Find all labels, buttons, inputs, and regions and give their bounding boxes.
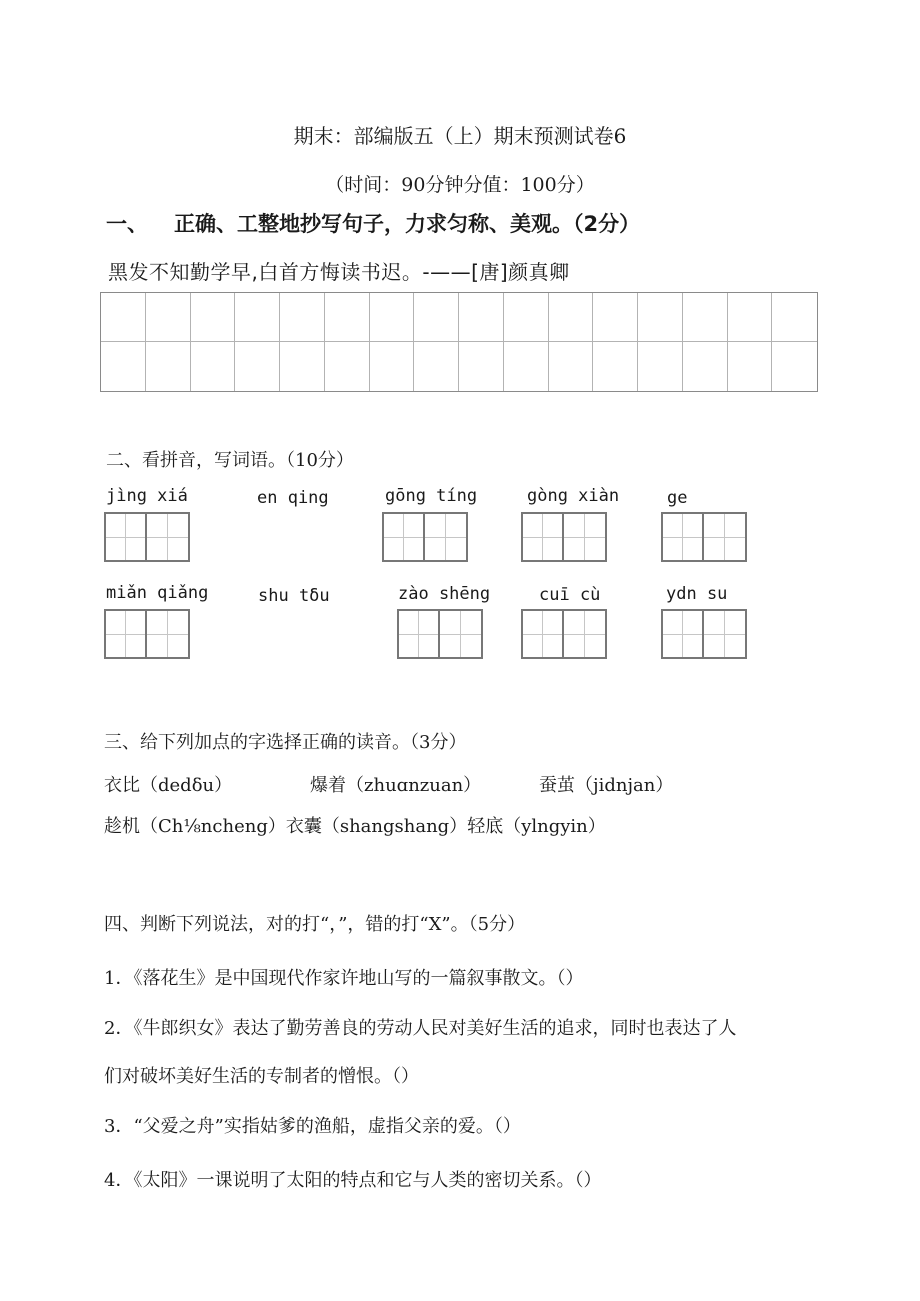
char-cell[interactable] bbox=[663, 611, 704, 657]
char-cell[interactable] bbox=[147, 514, 188, 560]
word-box[interactable] bbox=[661, 609, 747, 659]
copy-grid-cell[interactable] bbox=[325, 293, 370, 342]
copy-grid-cell[interactable] bbox=[504, 342, 549, 391]
section-1-number: 一、 bbox=[106, 212, 148, 236]
copy-grid-cell[interactable] bbox=[191, 293, 236, 342]
copy-grid-cell[interactable] bbox=[414, 293, 459, 342]
copy-grid-cell[interactable] bbox=[235, 293, 280, 342]
pinyin-label: ydn su bbox=[666, 584, 728, 604]
pinyin-label: jìng xiá bbox=[106, 486, 188, 506]
pinyin-label: miǎn qiǎng bbox=[106, 583, 209, 603]
char-cell[interactable] bbox=[106, 611, 147, 657]
copy-grid-cell[interactable] bbox=[280, 293, 325, 342]
judgement-item-continued: 们对破坏美好生活的专制者的憎恨。（） bbox=[104, 1066, 419, 1087]
section-3-heading: 三、给下列加点的字选择正确的读音。（3分） bbox=[104, 732, 467, 753]
copy-grid-cell[interactable] bbox=[772, 342, 817, 391]
reading-item: 趁机（Ch⅛ncheng）衣囊（shangshang）轻底（ylngyin） bbox=[104, 816, 606, 837]
char-cell[interactable] bbox=[523, 514, 564, 560]
reading-item: 爆着（zhuɑnzuan） bbox=[310, 775, 482, 796]
copy-grid-cell[interactable] bbox=[235, 342, 280, 391]
judgement-item: 3．“父爱之舟”实指姑爹的渔船，虚指父亲的爱。（） bbox=[104, 1116, 521, 1137]
copy-grid-cell[interactable] bbox=[504, 293, 549, 342]
copy-grid-cell[interactable] bbox=[146, 342, 191, 391]
copy-grid-cell[interactable] bbox=[146, 293, 191, 342]
pinyin-label: cuī cù bbox=[539, 585, 601, 605]
section-2-heading: 二、看拼音，写词语。（10分） bbox=[106, 450, 354, 471]
copy-grid-cell[interactable] bbox=[370, 293, 415, 342]
copy-grid-cell[interactable] bbox=[728, 293, 773, 342]
copy-grid-cell[interactable] bbox=[459, 342, 504, 391]
judgement-item: 2．《牛郎织女》表达了勤劳善良的劳动人民对美好生活的追求，同时也表达了人 bbox=[104, 1018, 737, 1039]
copy-grid-cell[interactable] bbox=[638, 293, 683, 342]
char-cell[interactable] bbox=[384, 514, 425, 560]
char-cell[interactable] bbox=[564, 514, 605, 560]
char-cell[interactable] bbox=[704, 514, 745, 560]
word-box[interactable] bbox=[104, 609, 190, 659]
copy-grid-cell[interactable] bbox=[683, 342, 728, 391]
pinyin-label: shu tδu bbox=[258, 586, 330, 606]
copy-grid-cell[interactable] bbox=[593, 342, 638, 391]
copy-grid-cell[interactable] bbox=[191, 342, 236, 391]
copy-grid-cell[interactable] bbox=[280, 342, 325, 391]
char-cell[interactable] bbox=[440, 611, 481, 657]
exam-title: 期末：部编版五（上）期末预测试卷6 bbox=[293, 124, 627, 148]
pinyin-label: zào shēng bbox=[398, 584, 491, 604]
copy-grid-cell[interactable] bbox=[459, 293, 504, 342]
reading-item: 蚕茧（jidnjan） bbox=[539, 775, 674, 796]
section-1-heading bbox=[106, 208, 640, 238]
copy-grid-cell[interactable] bbox=[101, 293, 146, 342]
copy-grid-cell[interactable] bbox=[325, 342, 370, 391]
copy-grid-cell[interactable] bbox=[101, 342, 146, 391]
copy-grid-cell[interactable] bbox=[593, 293, 638, 342]
word-box[interactable] bbox=[661, 512, 747, 562]
word-box[interactable] bbox=[521, 512, 607, 562]
char-cell[interactable] bbox=[663, 514, 704, 560]
section-4-heading: 四、判断下列说法，对的打“，”，错的打“X”。（5分） bbox=[104, 914, 526, 935]
copy-grid-cell[interactable] bbox=[772, 293, 817, 342]
copy-grid-cell[interactable] bbox=[683, 293, 728, 342]
char-cell[interactable] bbox=[106, 514, 147, 560]
pinyin-label: ge bbox=[667, 488, 688, 508]
word-box[interactable] bbox=[382, 512, 468, 562]
judgement-item: 1．《落花生》是中国现代作家许地山写的一篇叙事散文。（） bbox=[104, 968, 584, 989]
copy-grid-cell[interactable] bbox=[370, 342, 415, 391]
section-1-heading-text: 正确、工整地抄写句子，力求匀称、美观。（2分） bbox=[174, 212, 641, 236]
copy-grid-cell[interactable] bbox=[638, 342, 683, 391]
pinyin-label: en qing bbox=[257, 488, 329, 508]
judgement-item: 4．《太阳》一课说明了太阳的特点和它与人类的密切关系。（） bbox=[104, 1170, 602, 1191]
exam-subtitle: （时间：90分钟分值：100分） bbox=[325, 174, 595, 196]
copy-grid-cell[interactable] bbox=[549, 293, 594, 342]
char-cell[interactable] bbox=[425, 514, 466, 560]
char-cell[interactable] bbox=[147, 611, 188, 657]
reading-item: 衣比（dedδu） bbox=[104, 775, 233, 796]
copy-grid-cell[interactable] bbox=[414, 342, 459, 391]
word-box[interactable] bbox=[521, 609, 607, 659]
char-cell[interactable] bbox=[399, 611, 440, 657]
copy-grid-cell[interactable] bbox=[549, 342, 594, 391]
char-cell[interactable] bbox=[523, 611, 564, 657]
poem-line: 黑发不知勤学早,白首方悔读书迟。-——[唐]颜真卿 bbox=[108, 260, 570, 284]
char-cell[interactable] bbox=[704, 611, 745, 657]
copy-writing-grid[interactable] bbox=[100, 292, 818, 392]
word-box[interactable] bbox=[397, 609, 483, 659]
pinyin-label: gòng xiàn bbox=[527, 486, 620, 506]
char-cell[interactable] bbox=[564, 611, 605, 657]
word-box[interactable] bbox=[104, 512, 190, 562]
copy-grid-cell[interactable] bbox=[728, 342, 773, 391]
pinyin-label: gōng tíng bbox=[385, 486, 478, 506]
